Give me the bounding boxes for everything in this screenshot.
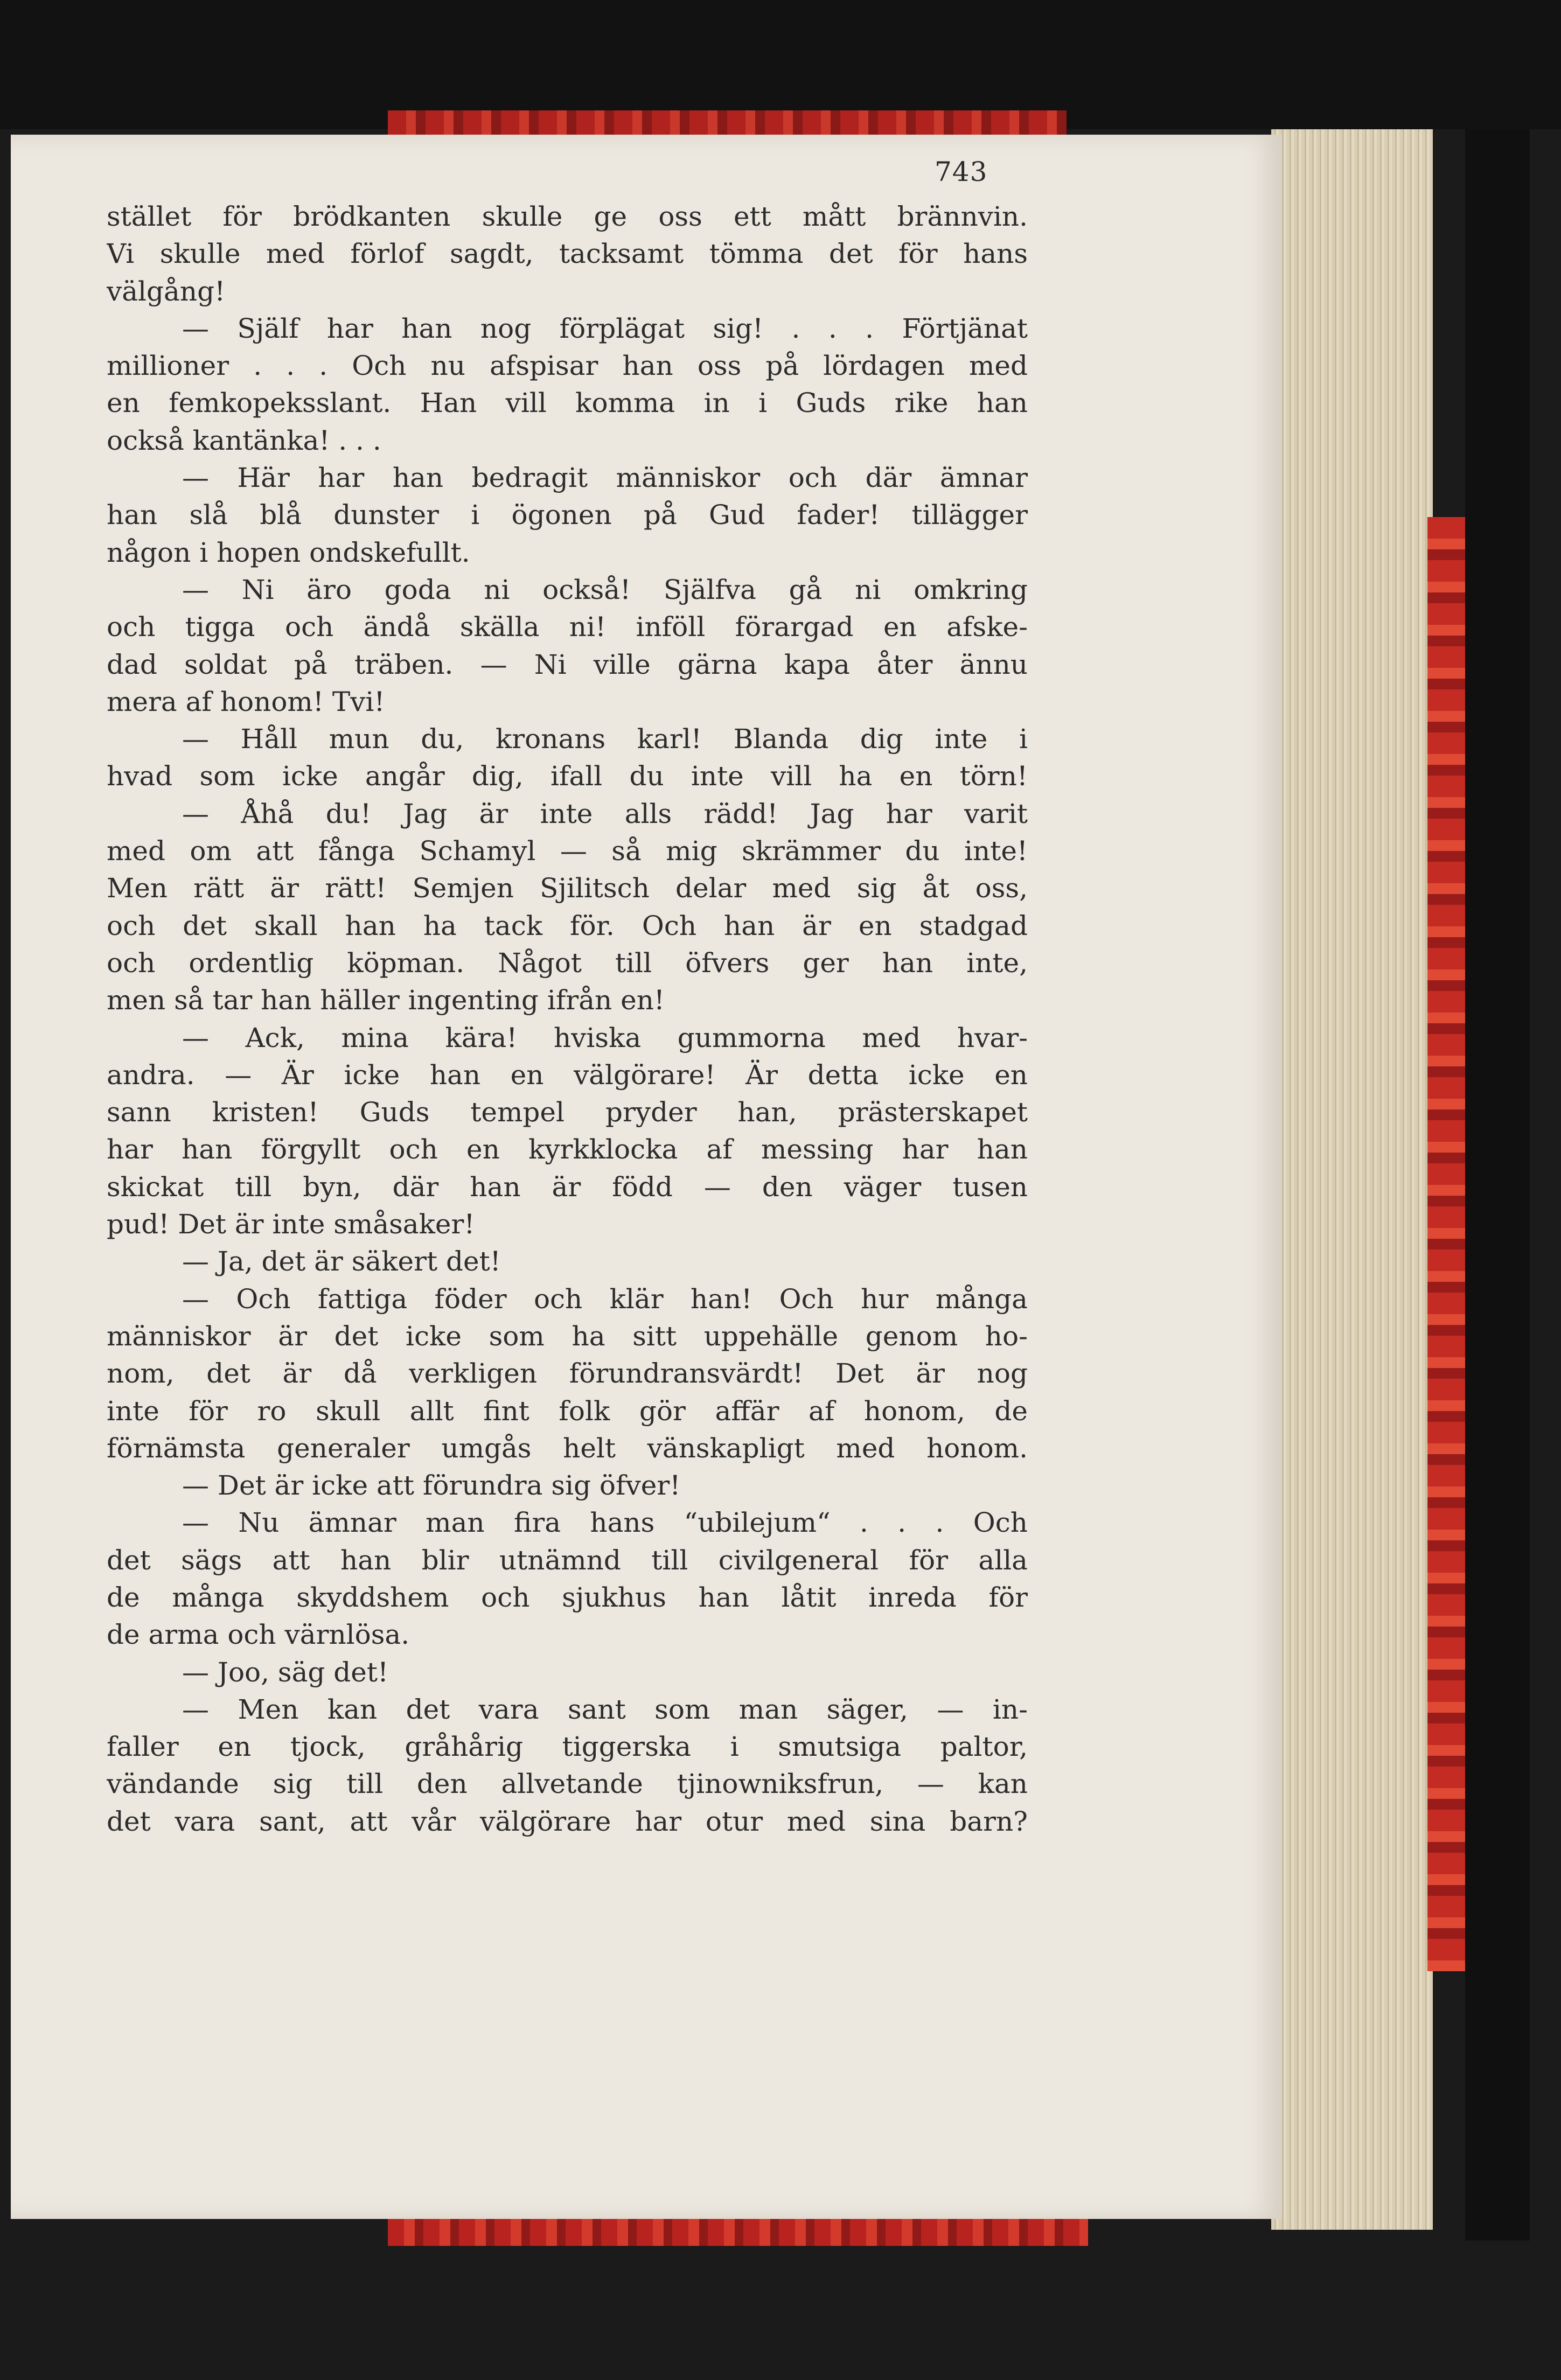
text-line: — Det är icke att förundra sig öfver!	[182, 1470, 681, 1502]
text-line: har han förgyllt och en kyrkklocka af messing har han	[107, 1134, 1028, 1165]
red-page-edge-top	[388, 110, 1067, 136]
text-line: — Här har han bedragit människor och där ämnar	[182, 462, 1028, 494]
text-line: det vara sant, att vår välgörare har otur med sina barn?	[107, 1805, 1028, 1837]
text-line: han slå blå dunster i ögonen på Gud fader! tillägger	[107, 499, 1028, 531]
text-line: — Joo, säg det!	[182, 1656, 389, 1688]
book-cover	[1465, 129, 1530, 2241]
page-edges	[1271, 129, 1433, 2230]
text-line: Men rätt är rätt! Semjen Sjilitsch delar med sig åt oss,	[107, 873, 1028, 904]
text-line: — Ack, mina kära! hviska gummorna med hvar-	[182, 1022, 1028, 1053]
text-line: faller en tjock, gråhårig tiggerska i smutsiga paltor,	[107, 1731, 1028, 1763]
text-line: — Men kan det vara sant som man säger, — in-	[182, 1693, 1028, 1725]
text-line: det sägs att han blir utnämnd till civilgeneral för alla	[107, 1544, 1028, 1576]
text-line: mera af honom! Tvi!	[107, 686, 385, 717]
text-line: men så tar han häller ingenting ifrån en!	[107, 985, 665, 1016]
text-line: Vi skulle med förlof sagdt, tacksamt tömma det för hans	[107, 238, 1028, 270]
text-line: en femkopeksslant. Han vill komma in i Guds rike han	[107, 387, 1028, 419]
text-line: dad soldat på träben. — Ni ville gärna kapa åter ännu	[107, 648, 1028, 680]
text-line: millioner . . . Och nu afspisar han oss på lördagen med	[107, 350, 1028, 382]
text-line: — Ni äro goda ni också! Själfva gå ni omkring	[182, 574, 1028, 605]
text-line: stället för brödkanten skulle ge oss ett mått brännvin.	[107, 201, 1028, 232]
text-line: — Ja, det är säkert det!	[182, 1246, 501, 1278]
text-line: inte för ro skull allt fint folk gör affär af honom, de	[107, 1395, 1028, 1427]
text-line: — Håll mun du, kronans karl! Blanda dig inte i	[182, 723, 1028, 755]
text-line: skickat till byn, där han är född — den väger tusen	[107, 1171, 1028, 1203]
text-line: — Och fattiga föder och klär han! Och hur många	[182, 1283, 1028, 1315]
text-line: och tigga och ändå skälla ni! inföll förargad en afske-	[107, 611, 1028, 643]
page-number: 743	[935, 156, 988, 187]
text-line: — Åhå du! Jag är inte alls rädd! Jag har varit	[182, 798, 1028, 829]
text-line: vändande sig till den allvetande tjinowniksfrun, — kan	[107, 1768, 1028, 1800]
text-line: och ordentlig köpman. Något till öfvers ger han inte,	[107, 947, 1028, 979]
scan-background	[0, 0, 1561, 129]
text-line: hvad som icke angår dig, ifall du inte vill ha en törn!	[107, 760, 1028, 792]
text-line: också kantänka! . . .	[107, 424, 381, 456]
text-line: — Nu ämnar man fira hans “ubilejum“ . . . Och	[182, 1507, 1028, 1539]
text-line: pud! Det är inte småsaker!	[107, 1209, 475, 1240]
text-line: någon i hopen ondskefullt.	[107, 536, 470, 568]
red-page-edge-bottom	[388, 2219, 1088, 2246]
text-line: andra. — Är icke han en välgörare! Är detta icke en	[107, 1059, 1028, 1091]
text-line: — Själf har han nog förplägat sig! . . . Förtjänat	[182, 312, 1028, 344]
text-line: de många skyddshem och sjukhus han låtit inreda för	[107, 1581, 1028, 1613]
red-page-edge-right	[1427, 517, 1465, 1971]
text-line: med om att fånga Schamyl — så mig skrämmer du inte!	[107, 835, 1028, 867]
text-line: nom, det är då verkligen förundransvärdt! Det är nog	[107, 1358, 1028, 1390]
body-text	[107, 198, 1028, 1840]
text-line: välgång!	[107, 275, 226, 307]
text-line: förnämsta generaler umgås helt vänskapligt med honom.	[107, 1432, 1028, 1464]
text-line: de arma och värnlösa.	[107, 1619, 410, 1651]
text-line: och det skall han ha tack för. Och han är en stadgad	[107, 910, 1028, 941]
text-line: sann kristen! Guds tempel pryder han, prästerskapet	[107, 1097, 1028, 1128]
text-line: människor är det icke som ha sitt uppehälle genom ho-	[107, 1320, 1028, 1352]
